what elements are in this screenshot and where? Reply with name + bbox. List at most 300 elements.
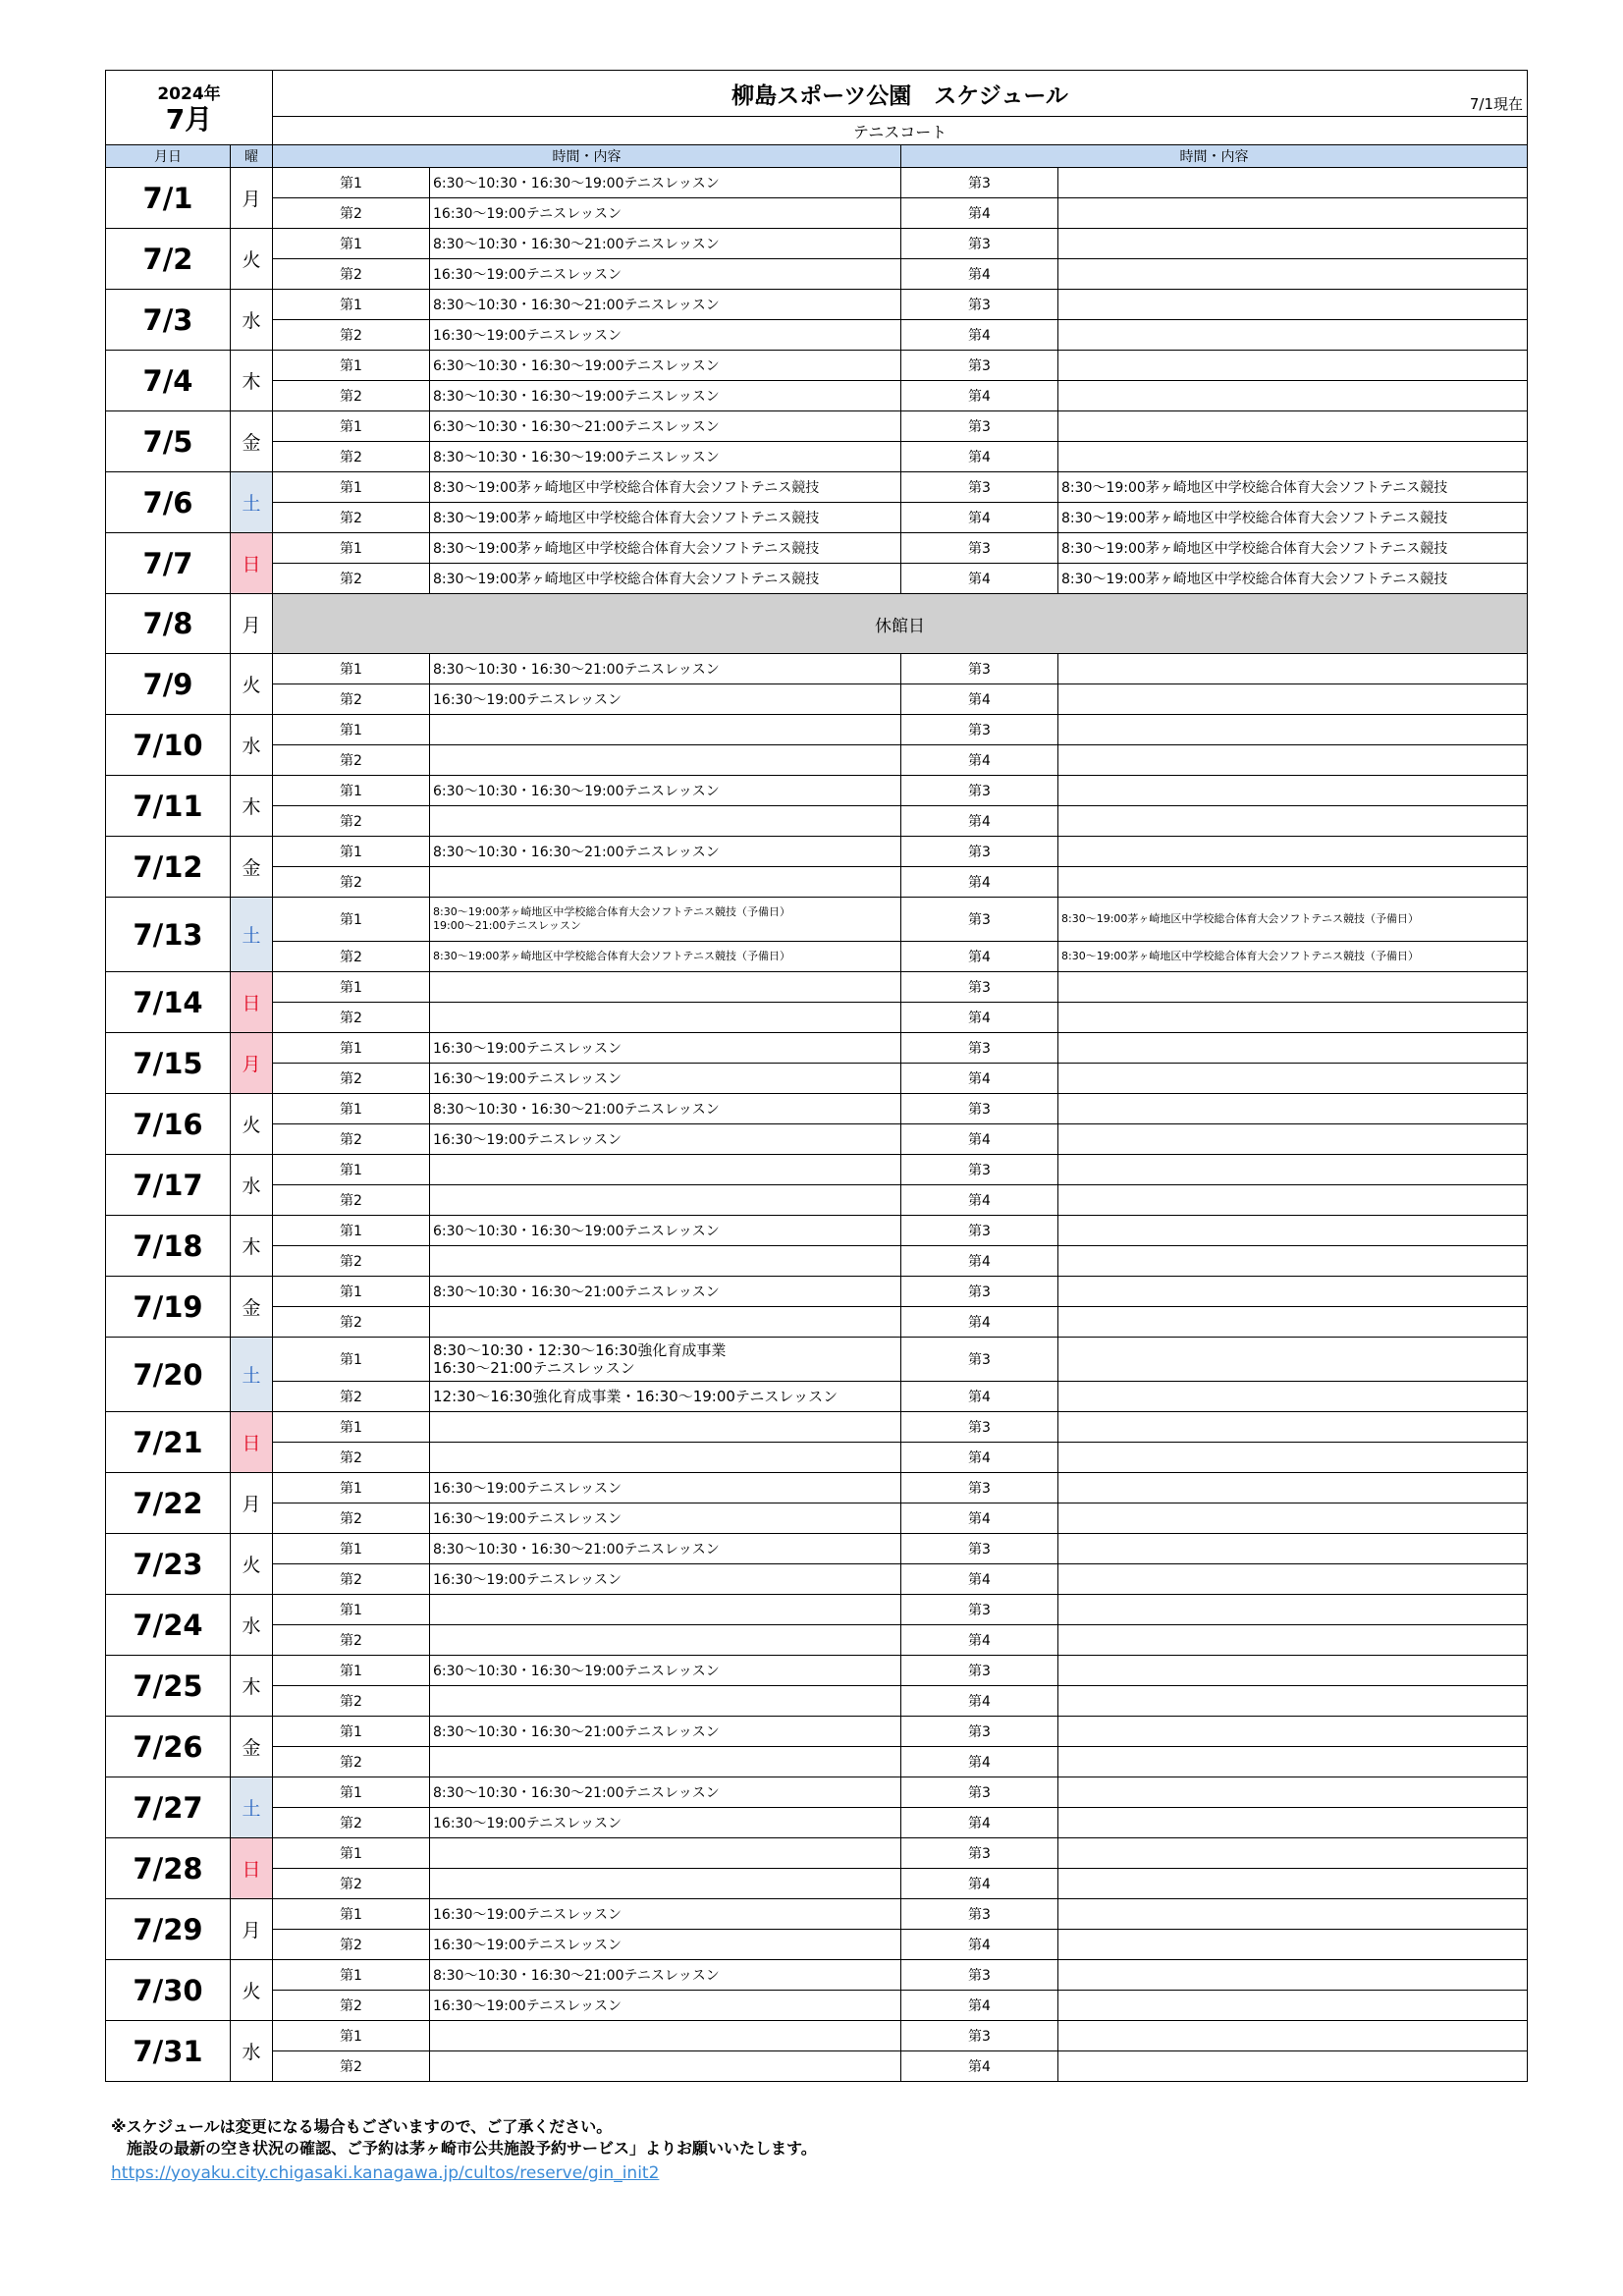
day-of-week: 月 [231, 594, 273, 654]
day-date: 7/27 [106, 1777, 231, 1838]
court-label-3: 第3 [901, 1094, 1058, 1124]
court-2-content: 16:30～19:00テニスレッスン [430, 1991, 901, 2021]
day-of-week: 火 [231, 1534, 273, 1595]
court-4-content [1058, 1382, 1528, 1412]
court-3-content: 8:30～19:00茅ヶ崎地区中学校総合体育大会ソフトテニス競技（予備日） [1058, 898, 1528, 942]
day-date: 7/25 [106, 1656, 231, 1717]
court-2-content [430, 1686, 901, 1717]
day-row [106, 1094, 1528, 1124]
day-of-week: 水 [231, 715, 273, 776]
court-label-3: 第3 [901, 1595, 1058, 1625]
day-row [106, 1960, 1528, 1991]
day-date: 7/6 [106, 472, 231, 533]
day-date: 7/10 [106, 715, 231, 776]
day-date: 7/9 [106, 654, 231, 715]
court-label-2: 第2 [273, 259, 430, 290]
day-row [106, 290, 1528, 320]
day-row-second [106, 1246, 1528, 1277]
court-label-4: 第4 [901, 1808, 1058, 1838]
court-label-1: 第1 [273, 168, 430, 198]
court-2-content [430, 1185, 901, 1216]
court-label-4: 第4 [901, 1686, 1058, 1717]
court-label-4: 第4 [901, 1503, 1058, 1534]
court-1-line-1: 8:30～19:00茅ヶ崎地区中学校総合体育大会ソフトテニス競技（予備日） [433, 905, 790, 918]
court-2-content: 16:30～19:00テニスレッスン [430, 320, 901, 351]
day-row-second [106, 503, 1528, 533]
court-label-3: 第3 [901, 1838, 1058, 1869]
court-1-content [430, 1595, 901, 1625]
day-row-second [106, 1686, 1528, 1717]
court-2-content [430, 806, 901, 837]
court-4-content [1058, 1246, 1528, 1277]
court-4-content: 8:30～19:00茅ヶ崎地区中学校総合体育大会ソフトテニス競技 [1058, 564, 1528, 594]
day-of-week: 水 [231, 1155, 273, 1216]
court-label-1: 第1 [273, 1534, 430, 1564]
court-2-content: 16:30～19:00テニスレッスン [430, 1064, 901, 1094]
court-3-content [1058, 351, 1528, 381]
day-row-second [106, 1869, 1528, 1899]
court-label-1: 第1 [273, 290, 430, 320]
court-label-1: 第1 [273, 1656, 430, 1686]
court-label-2: 第2 [273, 503, 430, 533]
day-of-week: 金 [231, 1277, 273, 1338]
court-label-3: 第3 [901, 715, 1058, 745]
court-label-1: 第1 [273, 1838, 430, 1869]
court-3-content [1058, 1717, 1528, 1747]
schedule-table [105, 70, 1528, 2082]
court-3-content [1058, 654, 1528, 684]
court-4-content [1058, 684, 1528, 715]
court-1-content: 8:30～10:30・16:30～21:00テニスレッスン [430, 1777, 901, 1808]
court-2-content: 16:30～19:00テニスレッスン [430, 1808, 901, 1838]
court-4-content [1058, 442, 1528, 472]
day-date: 7/8 [106, 594, 231, 654]
court-label-3: 第3 [901, 898, 1058, 942]
court-1-content [430, 2021, 901, 2051]
court-1-content: 6:30～10:30・16:30～19:00テニスレッスン [430, 776, 901, 806]
court-3-content [1058, 1960, 1528, 1991]
court-1-content: 8:30～10:30・16:30～21:00テニスレッスン [430, 290, 901, 320]
court-label-2: 第2 [273, 320, 430, 351]
court-label-3: 第3 [901, 1277, 1058, 1307]
court-3-content [1058, 776, 1528, 806]
day-row [106, 654, 1528, 684]
court-1-content [430, 1412, 901, 1443]
day-of-week: 月 [231, 1899, 273, 1960]
day-of-week: 水 [231, 2021, 273, 2082]
footer-note-1: ※スケジュールは変更になる場合もございますので、ご了承ください。 [111, 2117, 613, 2136]
court-4-content [1058, 1003, 1528, 1033]
court-label-2: 第2 [273, 442, 430, 472]
day-row-second [106, 1307, 1528, 1338]
col-header-content-right: 時間・内容 [901, 145, 1528, 168]
court-label-2: 第2 [273, 1246, 430, 1277]
court-label-4: 第4 [901, 1869, 1058, 1899]
day-row [106, 1899, 1528, 1930]
court-label-1: 第1 [273, 898, 430, 942]
court-1-content: 16:30～19:00テニスレッスン [430, 1899, 901, 1930]
day-of-week: 日 [231, 533, 273, 594]
day-row-second [106, 2051, 1528, 2082]
day-row [106, 1033, 1528, 1064]
day-of-week: 火 [231, 654, 273, 715]
court-4-content [1058, 1869, 1528, 1899]
page-title: 柳島スポーツ公園 スケジュール [731, 82, 1068, 109]
court-label-4: 第4 [901, 1064, 1058, 1094]
day-date: 7/21 [106, 1412, 231, 1473]
court-label-3: 第3 [901, 168, 1058, 198]
court-label-4: 第4 [901, 806, 1058, 837]
court-4-content [1058, 1443, 1528, 1473]
day-row [106, 594, 1528, 654]
day-row-second [106, 1747, 1528, 1777]
day-row-second [106, 381, 1528, 411]
court-3-content: 8:30～19:00茅ヶ崎地区中学校総合体育大会ソフトテニス競技 [1058, 533, 1528, 564]
court-2-content [430, 745, 901, 776]
page-title-cell [273, 71, 1528, 117]
court-4-content [1058, 259, 1528, 290]
court-label-3: 第3 [901, 1656, 1058, 1686]
court-2-content: 16:30～19:00テニスレッスン [430, 1124, 901, 1155]
day-row-second [106, 1808, 1528, 1838]
court-label-3: 第3 [901, 972, 1058, 1003]
court-2-content: 8:30～10:30・16:30～19:00テニスレッスン [430, 442, 901, 472]
day-row-second [106, 867, 1528, 898]
court-2-content: 8:30～19:00茅ヶ崎地区中学校総合体育大会ソフトテニス競技（予備日） [430, 942, 901, 972]
day-date: 7/31 [106, 2021, 231, 2082]
day-row [106, 1656, 1528, 1686]
court-label-4: 第4 [901, 1307, 1058, 1338]
day-date: 7/23 [106, 1534, 231, 1595]
col-header-dow: 曜 [231, 145, 273, 168]
court-1-content: 8:30～10:30・16:30～21:00テニスレッスン [430, 229, 901, 259]
court-1-line-2: 19:00～21:00テニスレッスン [433, 919, 581, 932]
court-4-content [1058, 320, 1528, 351]
court-label-2: 第2 [273, 1564, 430, 1595]
court-2-content: 8:30～19:00茅ヶ崎地区中学校総合体育大会ソフトテニス競技 [430, 503, 901, 533]
day-row [106, 1338, 1528, 1382]
court-label-4: 第4 [901, 1991, 1058, 2021]
court-2-content [430, 867, 901, 898]
day-of-week: 日 [231, 1838, 273, 1899]
court-label-2: 第2 [273, 1185, 430, 1216]
reservation-link[interactable]: https://yoyaku.city.chigasaki.kanagawa.jp/cultos/reserve/gin_init2 [111, 2163, 660, 2183]
day-row-second [106, 320, 1528, 351]
day-row [106, 715, 1528, 745]
court-label-3: 第3 [901, 1473, 1058, 1503]
as-of-date: 7/1現在 [1469, 95, 1524, 113]
court-label-1: 第1 [273, 1777, 430, 1808]
court-4-content [1058, 1307, 1528, 1338]
court-2-content: 8:30～10:30・16:30～19:00テニスレッスン [430, 381, 901, 411]
court-1-content: 8:30～10:30・16:30～21:00テニスレッスン [430, 654, 901, 684]
court-3-content [1058, 1412, 1528, 1443]
court-label-1: 第1 [273, 1338, 430, 1382]
day-of-week: 月 [231, 168, 273, 229]
day-date: 7/14 [106, 972, 231, 1033]
footer-notes [111, 2116, 817, 2159]
court-3-content [1058, 1155, 1528, 1185]
day-row [106, 898, 1528, 942]
court-label-4: 第4 [901, 1382, 1058, 1412]
court-4-content [1058, 1991, 1528, 2021]
day-row [106, 1595, 1528, 1625]
court-2-content: 8:30～19:00茅ヶ崎地区中学校総合体育大会ソフトテニス競技 [430, 564, 901, 594]
day-of-week: 日 [231, 1412, 273, 1473]
day-date: 7/4 [106, 351, 231, 411]
court-label-3: 第3 [901, 1899, 1058, 1930]
court-1-content: 6:30～10:30・16:30～19:00テニスレッスン [430, 1216, 901, 1246]
court-label-3: 第3 [901, 533, 1058, 564]
court-label-4: 第4 [901, 1564, 1058, 1595]
day-row-second [106, 1503, 1528, 1534]
day-row [106, 1216, 1528, 1246]
court-label-1: 第1 [273, 972, 430, 1003]
court-2-content [430, 2051, 901, 2082]
court-2-content [430, 1443, 901, 1473]
court-label-2: 第2 [273, 1869, 430, 1899]
court-label-2: 第2 [273, 1930, 430, 1960]
day-row-second [106, 1564, 1528, 1595]
court-label-1: 第1 [273, 1094, 430, 1124]
court-label-4: 第4 [901, 1124, 1058, 1155]
court-3-content [1058, 715, 1528, 745]
day-of-week: 木 [231, 351, 273, 411]
court-label-1: 第1 [273, 1412, 430, 1443]
year-month-cell [106, 71, 273, 145]
court-3-content [1058, 1216, 1528, 1246]
day-of-week: 火 [231, 229, 273, 290]
court-label-3: 第3 [901, 229, 1058, 259]
footer-note-2: 施設の最新の空き状況の確認、ご予約は茅ヶ崎市公共施設予約サービス」よりお願いいたします。 [111, 2139, 817, 2158]
day-of-week: 水 [231, 1595, 273, 1656]
day-of-week: 金 [231, 411, 273, 472]
court-label-3: 第3 [901, 1534, 1058, 1564]
court-3-content [1058, 1656, 1528, 1686]
day-date: 7/30 [106, 1960, 231, 2021]
court-label-1: 第1 [273, 1473, 430, 1503]
day-row [106, 533, 1528, 564]
court-label-2: 第2 [273, 867, 430, 898]
court-3-content [1058, 290, 1528, 320]
col-header-date: 月日 [106, 145, 231, 168]
day-date: 7/18 [106, 1216, 231, 1277]
court-label-1: 第1 [273, 411, 430, 442]
day-row [106, 837, 1528, 867]
day-row-second [106, 1185, 1528, 1216]
court-1-content: 6:30～10:30・16:30～19:00テニスレッスン [430, 1656, 901, 1686]
court-3-content [1058, 1338, 1528, 1382]
court-label-4: 第4 [901, 745, 1058, 776]
court-label-1: 第1 [273, 837, 430, 867]
court-label-2: 第2 [273, 1124, 430, 1155]
court-label-4: 第4 [901, 942, 1058, 972]
day-of-week: 火 [231, 1094, 273, 1155]
court-label-2: 第2 [273, 381, 430, 411]
facility-name: テニスコート [273, 117, 1528, 145]
court-4-content [1058, 1124, 1528, 1155]
court-label-4: 第4 [901, 1443, 1058, 1473]
day-of-week: 金 [231, 1717, 273, 1777]
day-date: 7/3 [106, 290, 231, 351]
court-3-content [1058, 1899, 1528, 1930]
court-1-content [430, 898, 901, 942]
day-of-week: 火 [231, 1960, 273, 2021]
court-2-content [430, 1625, 901, 1656]
month-label: 7月 [165, 102, 213, 136]
court-label-2: 第2 [273, 1686, 430, 1717]
court-1-content: 8:30～10:30・16:30～21:00テニスレッスン [430, 837, 901, 867]
court-4-content [1058, 1686, 1528, 1717]
day-of-week: 土 [231, 1777, 273, 1838]
court-label-2: 第2 [273, 1382, 430, 1412]
court-label-1: 第1 [273, 654, 430, 684]
court-4-content [1058, 867, 1528, 898]
day-of-week: 木 [231, 1656, 273, 1717]
day-date: 7/13 [106, 898, 231, 972]
day-row-second [106, 806, 1528, 837]
day-date: 7/17 [106, 1155, 231, 1216]
day-row [106, 1717, 1528, 1747]
day-row [106, 2021, 1528, 2051]
court-label-3: 第3 [901, 1717, 1058, 1747]
day-date: 7/22 [106, 1473, 231, 1534]
day-date: 7/28 [106, 1838, 231, 1899]
court-label-3: 第3 [901, 2021, 1058, 2051]
court-label-4: 第4 [901, 442, 1058, 472]
court-4-content: 8:30～19:00茅ヶ崎地区中学校総合体育大会ソフトテニス競技（予備日） [1058, 942, 1528, 972]
court-label-3: 第3 [901, 1033, 1058, 1064]
court-4-content [1058, 1503, 1528, 1534]
court-label-3: 第3 [901, 1155, 1058, 1185]
court-3-content [1058, 972, 1528, 1003]
year-label: 2024年 [157, 83, 221, 104]
court-label-4: 第4 [901, 259, 1058, 290]
day-date: 7/12 [106, 837, 231, 898]
court-label-3: 第3 [901, 472, 1058, 503]
day-row-second [106, 1003, 1528, 1033]
court-1-content: 8:30～10:30・16:30～21:00テニスレッスン [430, 1534, 901, 1564]
court-1-line-2: 16:30～21:00テニスレッスン [433, 1359, 635, 1377]
court-1-content: 16:30～19:00テニスレッスン [430, 1033, 901, 1064]
court-label-4: 第4 [901, 1185, 1058, 1216]
court-2-content [430, 1869, 901, 1899]
day-row [106, 472, 1528, 503]
day-date: 7/5 [106, 411, 231, 472]
day-row-second [106, 1382, 1528, 1412]
court-label-1: 第1 [273, 1155, 430, 1185]
court-label-1: 第1 [273, 533, 430, 564]
court-3-content [1058, 1473, 1528, 1503]
court-label-3: 第3 [901, 1777, 1058, 1808]
day-date: 7/26 [106, 1717, 231, 1777]
day-row-second [106, 1930, 1528, 1960]
court-3-content [1058, 1534, 1528, 1564]
day-row [106, 1277, 1528, 1307]
day-row-second [106, 259, 1528, 290]
court-3-content [1058, 411, 1528, 442]
day-row [106, 1473, 1528, 1503]
court-label-4: 第4 [901, 1930, 1058, 1960]
court-label-4: 第4 [901, 1625, 1058, 1656]
court-4-content [1058, 745, 1528, 776]
day-date: 7/2 [106, 229, 231, 290]
day-row-second [106, 684, 1528, 715]
day-row [106, 351, 1528, 381]
court-label-2: 第2 [273, 1747, 430, 1777]
court-4-content [1058, 1747, 1528, 1777]
court-2-content [430, 1307, 901, 1338]
court-label-2: 第2 [273, 1443, 430, 1473]
court-label-2: 第2 [273, 198, 430, 229]
day-row [106, 1534, 1528, 1564]
closed-day-label: 休館日 [273, 594, 1528, 654]
court-label-4: 第4 [901, 564, 1058, 594]
court-4-content [1058, 381, 1528, 411]
court-4-content [1058, 1625, 1528, 1656]
court-3-content [1058, 1033, 1528, 1064]
court-3-content [1058, 1277, 1528, 1307]
day-row [106, 229, 1528, 259]
court-label-4: 第4 [901, 1003, 1058, 1033]
day-row-second [106, 1124, 1528, 1155]
court-label-2: 第2 [273, 1003, 430, 1033]
day-date: 7/19 [106, 1277, 231, 1338]
court-label-1: 第1 [273, 1899, 430, 1930]
day-of-week: 土 [231, 1338, 273, 1412]
court-label-2: 第2 [273, 1991, 430, 2021]
day-of-week: 月 [231, 1033, 273, 1094]
court-1-content: 6:30～10:30・16:30～21:00テニスレッスン [430, 411, 901, 442]
court-label-2: 第2 [273, 564, 430, 594]
court-label-2: 第2 [273, 1625, 430, 1656]
day-row-second [106, 198, 1528, 229]
court-2-content: 16:30～19:00テニスレッスン [430, 259, 901, 290]
day-row [106, 411, 1528, 442]
court-2-content: 16:30～19:00テニスレッスン [430, 1930, 901, 1960]
day-row-second [106, 1625, 1528, 1656]
court-label-2: 第2 [273, 2051, 430, 2082]
court-1-content: 16:30～19:00テニスレッスン [430, 1473, 901, 1503]
day-date: 7/1 [106, 168, 231, 229]
court-label-2: 第2 [273, 1307, 430, 1338]
court-4-content [1058, 806, 1528, 837]
court-3-content [1058, 1838, 1528, 1869]
day-of-week: 木 [231, 1216, 273, 1277]
court-label-1: 第1 [273, 1595, 430, 1625]
court-4-content [1058, 1930, 1528, 1960]
day-row-second [106, 1991, 1528, 2021]
day-row-second [106, 1064, 1528, 1094]
court-1-content: 8:30～10:30・16:30～21:00テニスレッスン [430, 1277, 901, 1307]
day-date: 7/29 [106, 1899, 231, 1960]
court-label-1: 第1 [273, 1717, 430, 1747]
court-1-content [430, 1155, 901, 1185]
day-row [106, 1412, 1528, 1443]
court-label-4: 第4 [901, 503, 1058, 533]
court-label-3: 第3 [901, 1338, 1058, 1382]
court-4-content [1058, 1564, 1528, 1595]
court-label-3: 第3 [901, 837, 1058, 867]
day-date: 7/15 [106, 1033, 231, 1094]
day-row-second [106, 564, 1528, 594]
day-of-week: 木 [231, 776, 273, 837]
court-label-4: 第4 [901, 1246, 1058, 1277]
court-2-content: 16:30～19:00テニスレッスン [430, 1503, 901, 1534]
court-label-4: 第4 [901, 381, 1058, 411]
court-3-content [1058, 2021, 1528, 2051]
day-date: 7/24 [106, 1595, 231, 1656]
